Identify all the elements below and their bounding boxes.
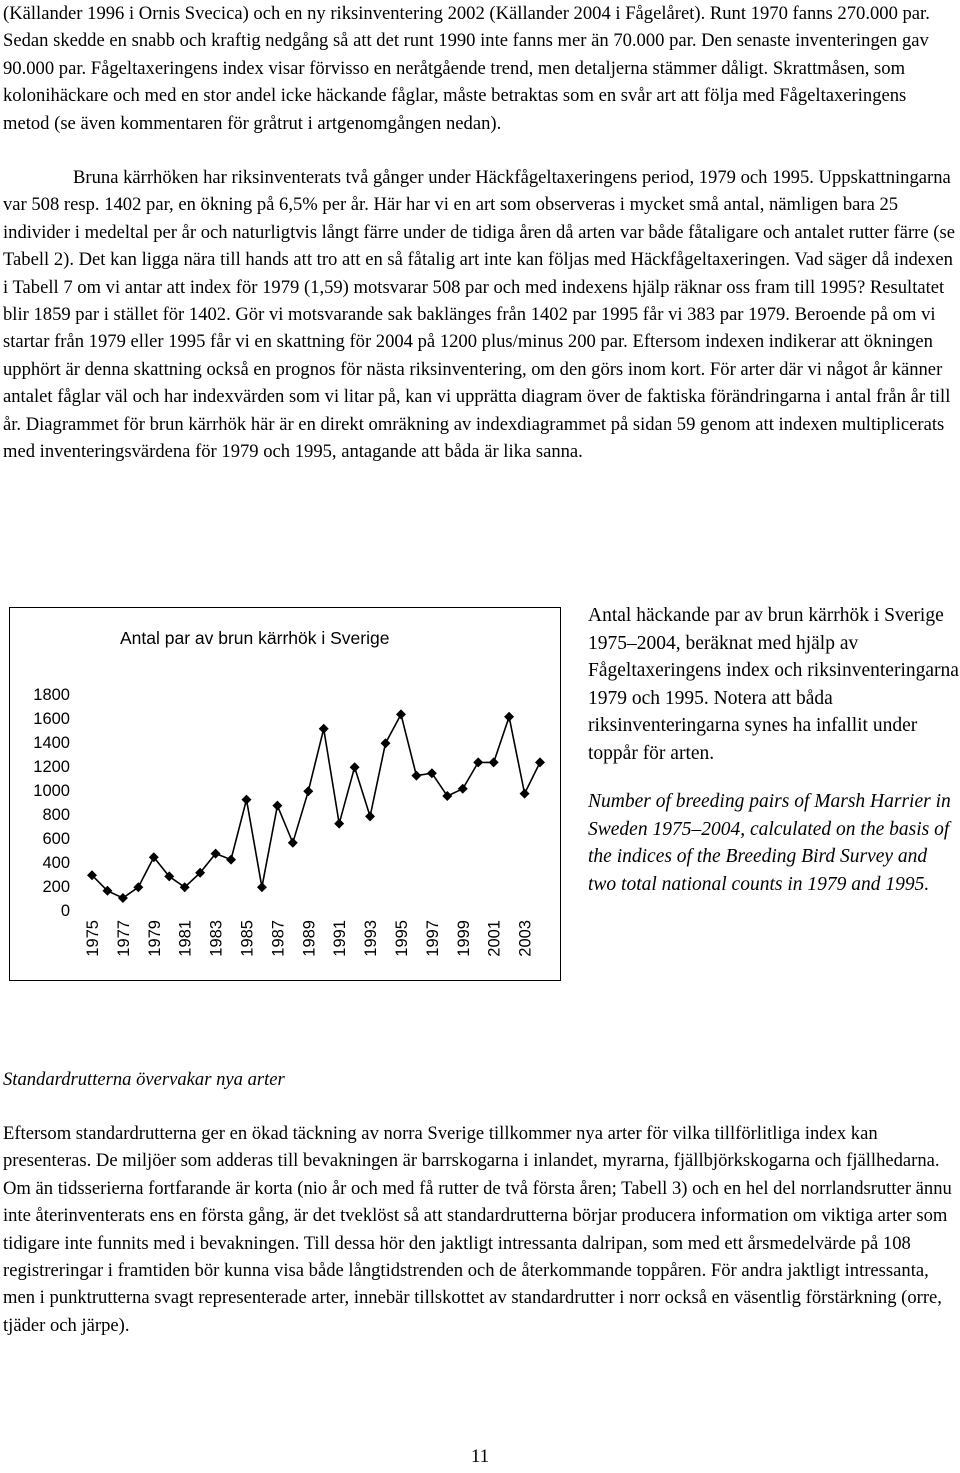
y-tick-label: 1800 bbox=[33, 686, 70, 704]
x-tick-label: 1989 bbox=[300, 920, 319, 957]
data-point-marker bbox=[118, 893, 128, 903]
data-point-marker bbox=[473, 757, 483, 767]
y-tick-label: 1400 bbox=[33, 734, 70, 752]
x-tick-label: 1985 bbox=[238, 920, 257, 957]
series-line bbox=[92, 714, 540, 898]
y-tick-label: 400 bbox=[42, 854, 70, 872]
data-point-marker bbox=[226, 855, 236, 865]
data-point-marker bbox=[504, 712, 514, 722]
data-point-marker bbox=[350, 762, 360, 772]
section-heading: Standardrutterna övervakar nya arter bbox=[3, 1069, 285, 1090]
data-point-marker bbox=[411, 771, 421, 781]
data-point-marker bbox=[427, 768, 437, 778]
x-tick-label: 1999 bbox=[454, 920, 473, 957]
data-point-marker bbox=[319, 724, 329, 734]
y-tick-label: 1600 bbox=[33, 710, 70, 728]
data-point-marker bbox=[257, 882, 267, 892]
x-tick-label: 1997 bbox=[423, 920, 442, 957]
y-tick-label: 1000 bbox=[33, 782, 70, 800]
page-number: 11 bbox=[470, 1446, 490, 1467]
figure-caption-english: Number of breeding pairs of Marsh Harrier in Sweden 1975–2004, calculated on the basis of the indices of the Breeding Bird Survey and two total national counts in 1979 and 1995. bbox=[588, 791, 951, 895]
data-point-marker bbox=[535, 757, 545, 767]
data-point-marker bbox=[489, 757, 499, 767]
x-tick-label: 1975 bbox=[84, 920, 102, 957]
y-tick-label: 200 bbox=[42, 878, 70, 896]
data-point-marker bbox=[288, 838, 298, 848]
y-tick-label: 800 bbox=[42, 806, 70, 824]
x-tick-label: 1981 bbox=[176, 920, 195, 957]
data-point-marker bbox=[396, 709, 406, 719]
chart-plot-area bbox=[10, 608, 560, 980]
x-tick-label: 1993 bbox=[362, 920, 381, 957]
y-tick-label: 600 bbox=[42, 830, 70, 848]
data-point-marker bbox=[381, 738, 391, 748]
figure-caption-swedish: Antal häckande par av brun kärrhök i Sverige 1975–2004, beräknat med hjälp av Fågeltaxeringens index och riksinventeringarna 1979 och 1995. Notera att båda riksinventeringarna synes ha infallit under toppår för arten. bbox=[588, 605, 959, 764]
x-tick-label: 1977 bbox=[114, 920, 133, 957]
y-tick-label: 0 bbox=[60, 902, 70, 920]
chart-title: Antal par av brun kärrhök i Sverige bbox=[120, 628, 390, 648]
data-point-marker bbox=[241, 795, 251, 805]
data-point-marker bbox=[334, 819, 344, 829]
data-point-marker bbox=[442, 791, 452, 801]
x-tick-label: 2003 bbox=[516, 920, 535, 957]
x-tick-label: 1991 bbox=[331, 920, 350, 957]
body-paragraph-2: Bruna kärrhöken har riksinventerats två gånger under Häckfågeltaxeringens period, 1979 och 1995. Uppskattningarna var 508 resp. 1402 par, en ökning på 6,5% per år. Här har vi en art som observeras i mycket små antal, nämligen bara 25 individer i medeltal per år och naturligtvis långt färre under de tidiga åren då arten var både fåtaligare och antalet rutter färre (se Tabell 2). Det kan ligga nära till hands att tro att en så fåtalig art inte kan följas med Häckfågeltaxeringen. Vad säger då indexen i Tabell 7 om vi antar att index för 1979 (1,59) motsvarar 508 par och med indexens hjälp räknar oss fram till 1995? Resultatet blir 1859 par i stället för 1402. Gör vi motsvarande sak baklänges från 1402 par 1995 får vi 383 par 1979. Beroende på om vi startar från 1979 eller 1995 får vi en skattning för 2004 på 1200 plus/minus 200 par. Eftersom indexen indikerar att ökningen upphört är denna skattning också en prognos för nästa riksinventering, om den görs inom kort. För arter där vi något år känner antalet fåglar väl och har indexvärden som vi litar på, kan vi upprätta diagram över de faktiska förändringarna i antal från år till år. Diagrammet för brun kärrhök här är en direkt omräkning av indexdiagrammet på sidan 59 genom att indexen multiplicerats med inventeringsvärdena för 1979 och 1995, antagande att båda är lika sanna. bbox=[3, 167, 955, 463]
data-point-marker bbox=[303, 786, 313, 796]
x-tick-label: 1995 bbox=[392, 920, 411, 957]
x-tick-label: 1987 bbox=[269, 920, 288, 957]
x-tick-label: 1979 bbox=[145, 920, 164, 957]
y-tick-label: 1200 bbox=[33, 758, 70, 776]
x-tick-label: 1983 bbox=[207, 920, 226, 957]
marsh-harrier-chart bbox=[9, 607, 561, 981]
data-point-marker bbox=[520, 789, 530, 799]
body-paragraph-1: (Källander 1996 i Ornis Svecica) och en ny riksinventering 2002 (Källander 2004 i Fågelåret). Runt 1970 fanns 270.000 par. Sedan skedde en snabb och kraftig nedgång så att det runt 1990 inte fanns mer än 70.000 par. Den senaste inventeringen gav 90.000 par. Fågeltaxeringens index visar förvisso en neråtgående trend, men detaljerna stämmer dåligt. Skrattmåsen, som kolonihäckare och med en stor andel icke häckande fåglar, måste betraktas som en svår art att följa med Fågeltaxeringens metod (se även kommentaren för gråtrut i artgenomgången nedan). bbox=[3, 3, 930, 134]
data-point-marker bbox=[133, 882, 143, 892]
data-point-marker bbox=[272, 801, 282, 811]
x-tick-label: 2001 bbox=[485, 920, 504, 957]
data-point-marker bbox=[365, 811, 375, 821]
body-paragraph-3: Eftersom standardrutterna ger en ökad täckning av norra Sverige tillkommer nya arter för vilka tillförlitliga index kan presenteras. De miljöer som adderas till bevakningen är barrskogarna i inlandet, myrarna, fjällbjörkskogarna och fjällhedarna. Om än tidsserierna fortfarande är korta (nio år och med få rutter de två första åren; Tabell 3) och en hel del norrlandsrutter ännu inte återinventerats ens en första gång, är det tveklöst så att standardrutterna börjar producera information om viktiga arter som tidigare inte funnits med i bevakningen. Till dessa hör den jaktligt intressanta dalripan, som med ett årsmedelvärde på 108 registreringar i framtiden bör kunna visa både långtidstrenden och de återkommande toppåren. För andra jaktligt intressanta, men i punktrutterna svagt representerade arter, innebär tillskottet av standardrutter i norr också en väsentlig förstärkning (orre, tjäder och järpe). bbox=[3, 1123, 952, 1336]
data-point-marker bbox=[458, 784, 468, 794]
